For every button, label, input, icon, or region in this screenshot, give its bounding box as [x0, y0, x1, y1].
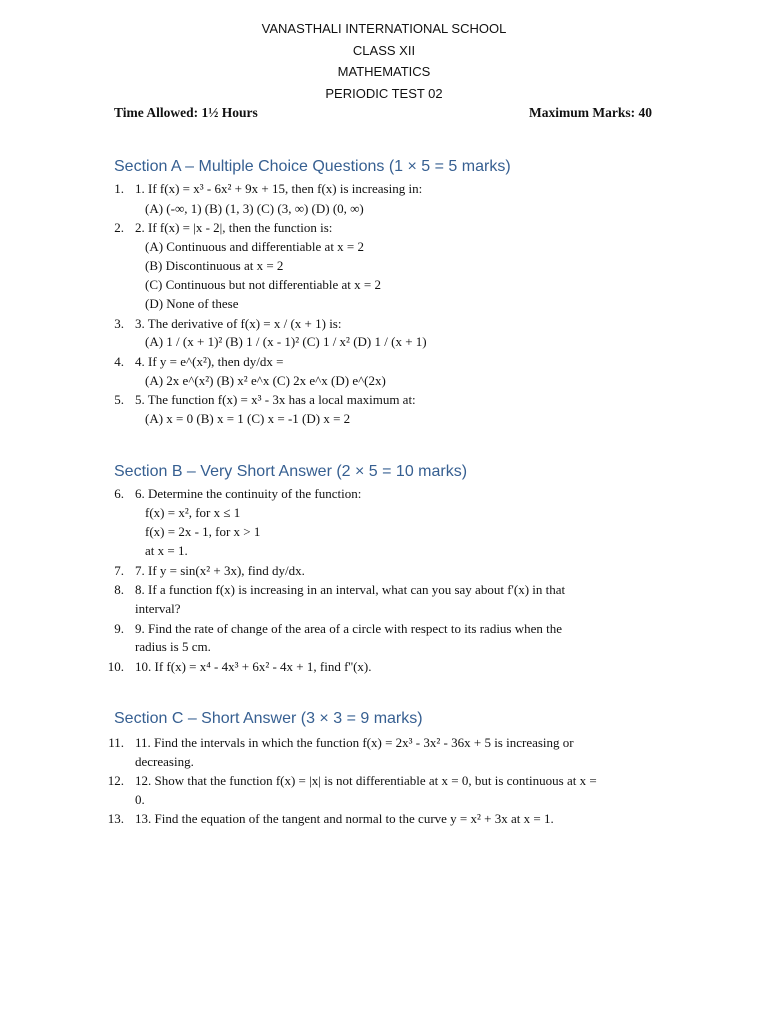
question-option: (A) Continuous and differentiable at x = 2 [145, 239, 365, 254]
list-number: 2. [114, 220, 124, 235]
question-text: 13. Find the equation of the tangent and normal to the curve y = x² + 3x at x = 1. [135, 811, 554, 826]
question-text: 12. Show that the function f(x) = |x| is not differentiable at x = 0, but is continuous at x = [135, 773, 597, 788]
test-label: PERIODIC TEST 02 [325, 86, 443, 101]
list-number: 5. [114, 392, 124, 407]
question-text: 7. If y = sin(x² + 3x), find dy/dx. [135, 563, 305, 578]
question-option: (C) Continuous but not differentiable at x = 2 [145, 277, 381, 292]
question-text: 5. The function f(x) = x³ - 3x has a local maximum at: [135, 392, 416, 407]
list-number: 13. [107, 811, 124, 826]
question-line: f(x) = 2x - 1, for x > 1 [145, 524, 261, 539]
list-number: 12. [107, 773, 124, 788]
question-line: f(x) = x², for x ≤ 1 [145, 505, 241, 520]
list-number: 11. [108, 735, 124, 750]
section-b-title: Section B – Very Short Answer (2 × 5 = 10 marks) [114, 463, 468, 480]
question-text: 8. If a function f(x) is increasing in an interval, what can you say about f'(x) in that [135, 582, 566, 597]
school-name: VANASTHALI INTERNATIONAL SCHOOL [261, 21, 507, 36]
time-allowed: Time Allowed: 1½ Hours [114, 105, 258, 120]
question-options: (A) (-∞, 1) (B) (1, 3) (C) (3, ∞) (D) (0, ∞) [145, 201, 364, 216]
test-meta [114, 105, 654, 123]
list-number: 9. [114, 621, 124, 636]
question-line: at x = 1. [145, 543, 188, 558]
section-c-title: Section C – Short Answer (3 × 3 = 9 marks) [114, 710, 423, 727]
question-line: 0. [135, 792, 145, 807]
list-number: 7. [114, 563, 124, 578]
question-text: 10. If f(x) = x⁴ - 4x³ + 6x² - 4x + 1, find f''(x). [135, 659, 372, 674]
section-a-title: Section A – Multiple Choice Questions (1 × 5 = 5 marks) [114, 158, 511, 175]
question-option: (D) None of these [145, 296, 239, 311]
list-number: 6. [114, 486, 124, 501]
list-number: 3. [114, 316, 124, 331]
question-line: radius is 5 cm. [135, 639, 211, 654]
list-number: 1. [114, 181, 124, 196]
subject-label: MATHEMATICS [337, 64, 431, 79]
question-text: 2. If f(x) = |x - 2|, then the function is: [135, 220, 333, 235]
maximum-marks: Maximum Marks: 40 [529, 105, 652, 120]
question-text: 4. If y = e^(x²), then dy/dx = [135, 354, 284, 369]
list-number: 8. [114, 582, 124, 597]
question-line: decreasing. [135, 754, 194, 769]
question-text: 11. Find the intervals in which the function f(x) = 2x³ - 3x² - 36x + 5 is increasing or [135, 735, 574, 750]
question-options: (A) 1 / (x + 1)² (B) 1 / (x - 1)² (C) 1 / x² (D) 1 / (x + 1) [145, 334, 427, 349]
question-line: interval? [135, 601, 181, 616]
list-number: 4. [114, 354, 124, 369]
class-label: CLASS XII [352, 43, 416, 58]
question-text: 3. The derivative of f(x) = x / (x + 1) is: [135, 316, 342, 331]
question-options: (A) 2x e^(x²) (B) x² e^x (C) 2x e^x (D) e^(2x) [145, 373, 386, 388]
question-text: 9. Find the rate of change of the area of a circle with respect to its radius when the [135, 621, 563, 636]
list-number: 10. [107, 659, 124, 674]
question-text: 1. If f(x) = x³ - 6x² + 9x + 15, then f(x) is increasing in: [135, 181, 423, 196]
question-text: 6. Determine the continuity of the function: [135, 486, 362, 501]
question-options: (A) x = 0 (B) x = 1 (C) x = -1 (D) x = 2 [145, 411, 351, 426]
question-option: (B) Discontinuous at x = 2 [145, 258, 284, 273]
